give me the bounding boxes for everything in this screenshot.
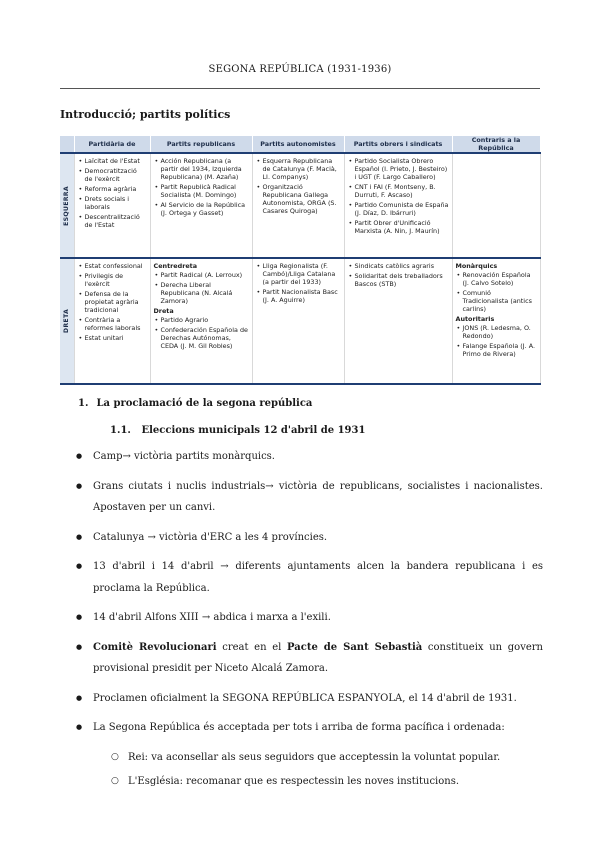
list-item: • Contrària a reformes laborals (85, 316, 147, 332)
table-header: Contraris a la República (452, 136, 540, 153)
page-title: SEGONA REPÚBLICA (1931-1936) (208, 64, 392, 75)
table-cell (452, 258, 540, 384)
list-item: • Organització Republicana Gallega Autonomista, ORGA (S. Casares Quiroga) (263, 183, 341, 215)
list-item: • Partido Comunista de España (J. Díaz, D. Ibárruri) (355, 201, 449, 217)
row-label-cell (60, 258, 74, 384)
row-label-cell (60, 153, 74, 258)
list-item: • Acción Republicana (a partir del 1934, Izquierda Republicana) (M. Azaña) (161, 157, 249, 181)
subsection-number: 1.1. (110, 425, 131, 436)
table-header: Partits autonomistes (252, 136, 344, 153)
table-header: Partidària de (74, 136, 150, 153)
list-item: • Confederación Española de Derechas Autónomas, CEDA (J. M. Gil Robles) (161, 326, 249, 350)
list-item: • Sindicats catòlics agraris (355, 262, 449, 270)
list-item: • Reforma agrària (85, 185, 147, 193)
list-item: • Derecha Liberal Republicana (N. Alcalá Zamora) (161, 281, 249, 305)
list-item: • Esquerra Republicana de Catalunya (F. Macià, LI. Companys) (263, 157, 341, 181)
list-item: • Lliga Regionalista (F. Cambó)/Lliga Catalana (a partir del 1933) (263, 262, 341, 286)
list-item: ● Camp→ victòria partits monàrquics. (76, 446, 543, 468)
list-item: • Defensa de la propietat agrària tradicional (85, 290, 147, 314)
list-item: • Partit Republicà Radical Socialista (M. Domingo) (161, 183, 249, 199)
text: creat en el (216, 641, 287, 653)
list-item: • Partit Radical (A. Lerroux) (161, 271, 249, 279)
title-divider (60, 88, 540, 89)
list-item: • Comunió Tradicionalista (antics carlins) (463, 289, 537, 313)
table-header-row (60, 136, 540, 153)
list-item: ● Grans ciutats i nuclis industrials→ victòria de republicans, socialistes i nacionalistes. Apostaven per un canvi. (76, 476, 543, 519)
subsection-title-text: Eleccions municipals 12 d'abril de 1931 (141, 425, 366, 436)
list-item: • Partit Obrer d'Unificació Marxista (A. Nin, J. Maurín) (355, 219, 449, 235)
list-item: • Falange Española (J. A. Primo de Rivera) (463, 342, 537, 358)
bullet-list (76, 446, 543, 796)
list-item: ● Catalunya → victòria d'ERC a les 4 províncies. (76, 527, 543, 549)
section-title-text: La proclamació de la segona república (96, 398, 313, 409)
table-cell (252, 258, 344, 384)
table-cell (344, 153, 452, 258)
bold-text: Comitè Revolucionari (93, 641, 217, 653)
political-parties-table (60, 136, 541, 385)
sub-list-item: ○ Rei: va aconsellar als seus seguidors que acceptessin la voluntat popular. (93, 747, 543, 769)
section-heading: Introducció; partits polítics (60, 108, 231, 121)
section-title (78, 398, 312, 409)
list-item: • Partit Nacionalista Basc (J. A. Aguirre) (263, 288, 341, 304)
list-item: • Partido Agrario (161, 316, 249, 324)
list-item: • Privilegis de l'exèrcit (85, 272, 147, 288)
list-item: • CNT i FAI (F. Montseny, B. Durruti, F. Ascaso) (355, 183, 449, 199)
table-cell (344, 258, 452, 384)
list-item: • Solidaritat dels treballadors Bascos (STB) (355, 272, 449, 288)
list-item: • Estat confessional (85, 262, 147, 270)
text: constitueix un govern provisional presidit per Niceto Alcalá Zamora. (93, 641, 543, 674)
list-item: • Renovación Española (J. Calvo Sotelo) (463, 271, 537, 287)
list-item: • JONS (R. Ledesma, O. Redondo) (463, 324, 537, 340)
list-item: • Laïcitat de l'Estat (85, 157, 147, 165)
cell-subheading: Dreta (153, 307, 174, 315)
cell-subheading: Centredreta (153, 262, 198, 270)
list-item: • Drets socials i laborals (85, 195, 147, 211)
table-cell (452, 153, 540, 258)
cell-subheading: Monàrquics (455, 262, 498, 270)
list-item: • Estat unitari (85, 334, 147, 342)
table-header: Partits republicans (150, 136, 252, 153)
table-cell (150, 153, 252, 258)
list-item: ● Proclamen oficialment la SEGONA REPÚBLICA ESPANYOLA, el 14 d'abril de 1931. (76, 688, 543, 710)
table-cell (74, 258, 150, 384)
list-item: ● 13 d'abril i 14 d'abril → diferents ajuntaments alcen la bandera republicana i es proclama la República. (76, 556, 543, 599)
list-item (76, 637, 543, 680)
cell-subheading: Autoritaris (455, 315, 495, 323)
row-label-right: DRETA (62, 308, 70, 334)
table-header-corner (60, 136, 74, 153)
list-item: • Al Servicio de la República (J. Ortega y Gasset) (161, 201, 249, 217)
table-header: Partits obrers i sindicats (344, 136, 452, 153)
list-item: ● La Segona República és acceptada per tots i arriba de forma pacífica i ordenada: (76, 717, 543, 739)
section-number: 1. (78, 398, 89, 409)
table-cell (252, 153, 344, 258)
row-label-left: ESQUERRA (62, 185, 70, 226)
table-row-left (60, 153, 540, 258)
list-item: ● 14 d'abril Alfons XIII → abdica i marxa a l'exili. (76, 607, 543, 629)
sub-list-item: ○ L'Església: recomanar que es respectessin les noves institucions. (93, 771, 543, 793)
table-row-right (60, 258, 540, 384)
list-item: • Democratització de l'exèrcit (85, 167, 147, 183)
bold-text: Pacte de Sant Sebastià (287, 641, 423, 653)
list-item: • Descentralització de l'Estat (85, 213, 147, 229)
table-cell (150, 258, 252, 384)
subsection-title (110, 425, 365, 436)
table-cell (74, 153, 150, 258)
list-item: • Partido Socialista Obrero Español (I. Prieto, J. Besteiro) i UGT (F. Largo Caballero) (355, 157, 449, 181)
